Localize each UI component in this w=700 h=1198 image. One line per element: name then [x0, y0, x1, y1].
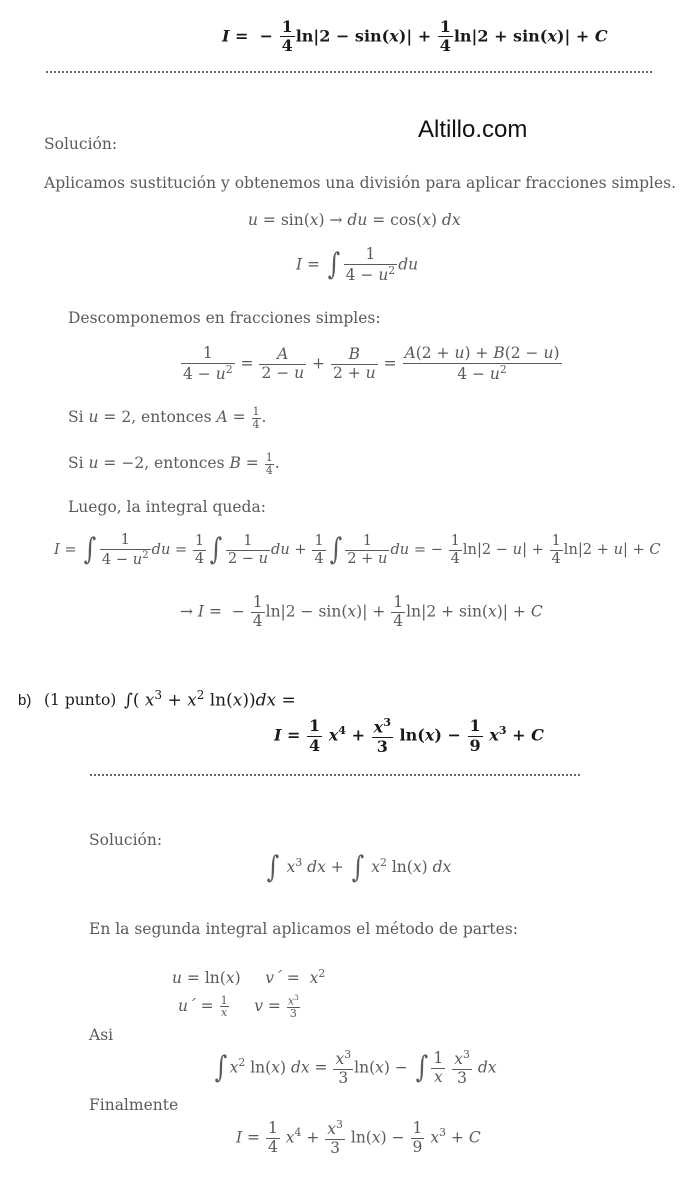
- part-b-result: I = $\frac{1}{4}$ $x^4$ + $\frac{x^3}{3}$ ln(x) − $\frac{1}{9}$ $x^3 + C$: [274, 715, 544, 756]
- solution-label-b: Solución:: [89, 831, 163, 849]
- part-b-points: (1 punto): [44, 691, 117, 709]
- if-u-equals-2-line: Si u = 2, entonces A = $\frac{1}{4}$ .: [68, 405, 267, 431]
- substitution-equation: u = sin(x) → du = cos(x) dx: [248, 211, 461, 229]
- decompose-label: Descomponemos en fracciones simples:: [68, 309, 381, 327]
- intro-text-a: Aplicamos sustitución y obtenemos una división para aplicar fracciones simples.: [44, 174, 677, 192]
- full-integral-equation: I = ∫ $\frac{1}{4 - u^2}$ du = $\frac{1}{4}$ ∫ $\frac{1}{2 - u}$ du + $\frac{1}{4}$ ∫ $\frac{1}{2 + u}$ du = − $\frac{1}{4}$ ln|2 − u| + $\frac{1}{4}$ ln|2 + u| + C: [54, 531, 661, 568]
- parts-u-line: u = ln(x) v´ = $x^2$: [172, 967, 326, 988]
- partial-fraction-equation: $\frac{1}{4 - u^2}$ = $\frac{A}{2 - u}$ + $\frac{B}{2 + u}$ = $\frac{A(2 + u) + B(2 - u)}{4 - u^2}$: [183, 344, 560, 383]
- split-integral: ∫ $x^3$ dx + ∫ $x^2$ ln(x) dx: [266, 850, 452, 885]
- altillo-watermark: Altillo.com: [418, 116, 528, 143]
- parts-intro: En la segunda integral aplicamos el método de partes:: [89, 920, 519, 938]
- finalmente-label: Finalmente: [89, 1096, 179, 1114]
- parts-formula: ∫ $x^2$ ln(x) dx = $\frac{x^3}{3}$ ln(x) − ∫ $\frac{1}{x}$ $\frac{x^3}{3}$ dx: [214, 1048, 497, 1087]
- integral-in-u: I = ∫ $\frac{1}{4 - u^2}$ du: [296, 245, 419, 284]
- if-u-equals-minus2-line: Si u = −2, entonces B = $\frac{1}{4}$ .: [68, 451, 280, 477]
- parts-du-line: u´ = $\frac{1}{x}$ v = $\frac{x^3}{3}$: [178, 993, 299, 1021]
- part-b-integral-statement: ∫( $x^3 + x^2$ ln(x))dx =: [124, 688, 296, 711]
- part-b-marker: b): [18, 692, 32, 709]
- dotted-separator: [46, 71, 652, 73]
- solution-label-a: Solución:: [44, 135, 118, 153]
- dotted-separator-b: [90, 774, 580, 776]
- luego-label: Luego, la integral queda:: [68, 498, 266, 516]
- asi-label: Asi: [89, 1026, 114, 1044]
- result-in-x: → I = − $\frac{1}{4}$ ln|2 − sin(x)| + $\frac{1}{4}$ ln|2 + sin(x)| + C: [180, 593, 543, 630]
- final-result-b: I = $\frac{1}{4}$ $x^4$ + $\frac{x^3}{3}$ ln(x) − $\frac{1}{9}$ $x^3 + C$: [236, 1118, 481, 1157]
- top-result-equation: I = − $\frac{1}{4}$ ln|2 − sin(x)| + $\frac{1}{4}$ ln|2 + sin(x)| + C: [222, 17, 608, 56]
